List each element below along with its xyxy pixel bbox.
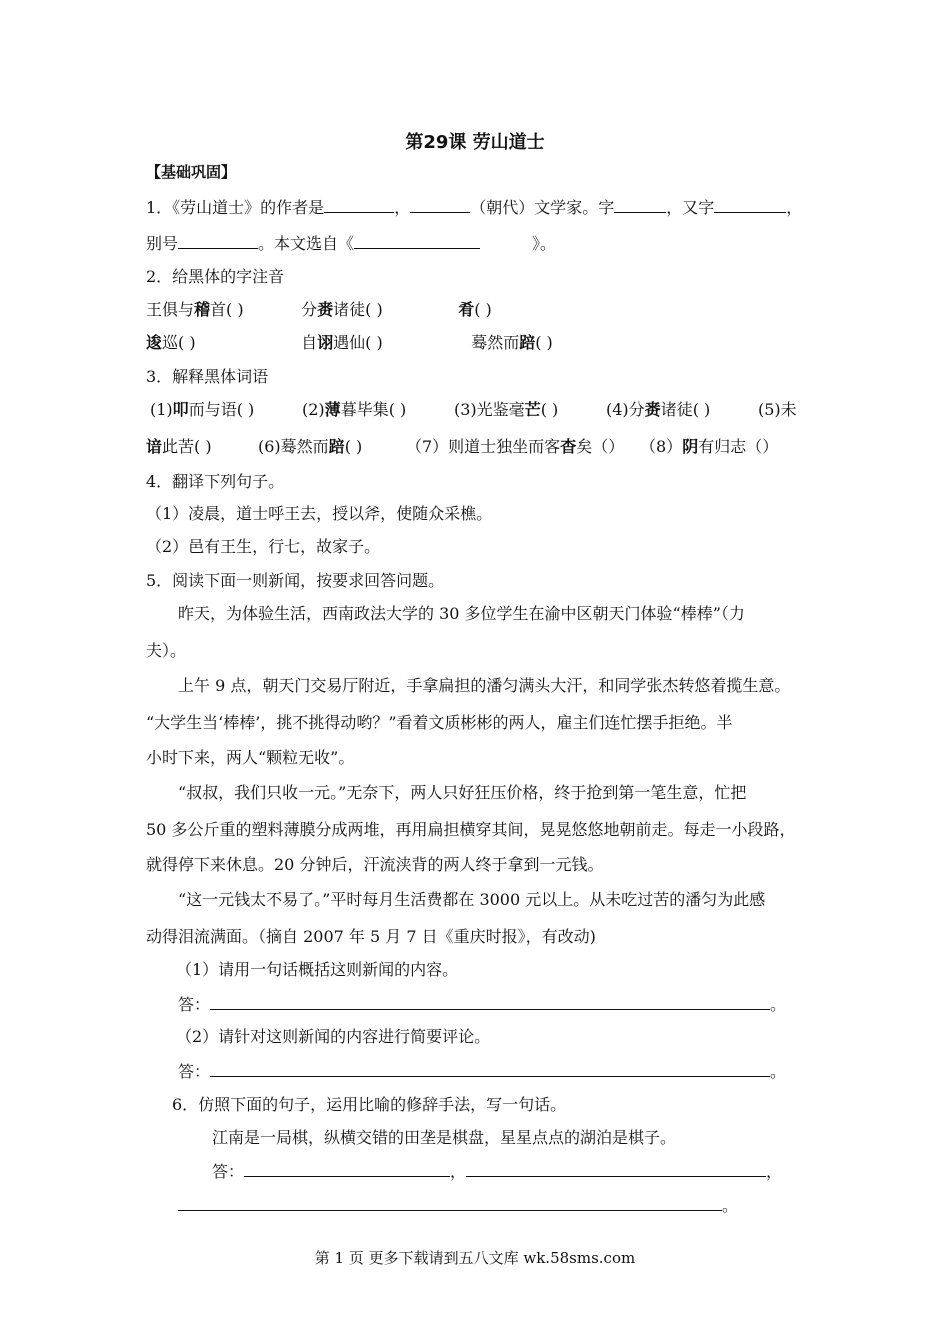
question-2-row-1: 王俱与稽首( ) 分赉诸徒( ) 肴( ) [146, 300, 492, 319]
blank-style-name [614, 197, 666, 213]
news-paragraph-2-cont-2: 小时下来，两人“颗粒无收”。 [146, 748, 355, 767]
answer-line [210, 994, 770, 1010]
answer-line [210, 1061, 770, 1077]
news-paragraph-4-cont: 动得泪流满面。（摘自 2007 年 5 月 7 日《重庆时报》，有改动) [146, 927, 596, 946]
answer-6-line-1: 答： ， ， [212, 1162, 783, 1181]
answer-line [178, 1195, 722, 1211]
blank-author [324, 197, 394, 213]
question-2-heading: 2．给黑体的字注音 [146, 267, 285, 286]
blank-pseudonym [178, 233, 258, 249]
page-footer: 第 1 页 更多下载请到五八文库 wk.58sms.com [314, 1249, 636, 1267]
answer-5-1: 答： 。 [178, 995, 787, 1014]
question-4-heading: 4．翻译下列句子。 [146, 472, 285, 491]
question-1-line-2: 别号 。本文选自《 》。 [146, 234, 557, 253]
news-paragraph-2-cont-1: “大学生当‘棒棒’，挑不挑得动哟？”看着文质彬彬的两人，雇主们连忙摆手拒绝。半 [146, 713, 733, 732]
question-4-sentence-2: （2）邑有王生，行七，故家子。 [146, 537, 381, 556]
question-3-line-1: (1)叩而与语( ) (2)薄暮毕集( ) (3)光鉴毫芒( ) (4)分赉诸徒( ) (5)未 [150, 400, 797, 419]
answer-line [244, 1161, 450, 1177]
question-5-heading: 5．阅读下面一则新闻，按要求回答问题。 [146, 571, 445, 590]
news-paragraph-1-cont: 夫）。 [146, 641, 187, 660]
question-3-line-2: 谙此苦( ) (6)蓦然而踣( ) （7）则道士独坐而客杳矣（） （8）阴有归志（） [146, 437, 779, 456]
news-paragraph-1: 昨天，为体验生活，西南政法大学的 30 多位学生在渝中区朝天门体验“棒棒”（力 [178, 604, 745, 623]
question-5-sub-2: （2）请针对这则新闻的内容进行简要评论。 [176, 1027, 491, 1046]
question-5-sub-1: （1）请用一句话概括这则新闻的内容。 [176, 960, 459, 979]
question-3-heading: 3．解释黑体词语 [146, 367, 269, 386]
page-title: 第29课 劳山道士 [405, 132, 545, 153]
answer-5-2: 答： 。 [178, 1062, 787, 1081]
question-6-example: 江南是一局棋，纵横交错的田垄是棋盘，星星点点的湖泊是棋子。 [212, 1128, 677, 1147]
section-heading: 【基础巩固】 [146, 163, 237, 181]
news-paragraph-3: “叔叔，我们只收一元。”无奈下，两人只好狂压价格，终于抢到第一笔生意，忙把 [178, 783, 747, 802]
question-4-sentence-1: （1）凌晨，道士呼王去，授以斧，使随众采樵。 [146, 504, 493, 523]
blank-dynasty [410, 197, 470, 213]
answer-line [466, 1161, 766, 1177]
blank-second-style-name [714, 197, 786, 213]
question-1-line-1: 1．《劳山道士》的作者是 ， （朝代）文学家。字 ，又字 ， [146, 198, 803, 217]
news-paragraph-4: “这一元钱太不易了。”平时每月生活费都在 3000 元以上。从未吃过苦的潘匀为此感 [178, 890, 766, 909]
question-6-heading: 6．仿照下面的句子，运用比喻的修辞手法，写一句话。 [172, 1095, 567, 1114]
blank-source-book [354, 233, 480, 249]
news-paragraph-3-cont-2: 就得停下来休息。20 分钟后，汗流浃背的两人终于拿到一元钱。 [146, 855, 604, 874]
answer-6-line-2: 。 [178, 1195, 738, 1216]
news-paragraph-3-cont-1: 50 多公斤重的塑料薄膜分成两堆，再用扁担横穿其间，晃晃悠悠地朝前走。每走一小段路， [146, 820, 796, 839]
question-2-row-2: 逡巡( ) 自诩遇仙( ) 蓦然而踣( ) [146, 333, 553, 352]
news-paragraph-2: 上午 9 点，朝天门交易厅附近，手拿扁担的潘匀满头大汗，和同学张杰转悠着揽生意。 [178, 676, 791, 695]
